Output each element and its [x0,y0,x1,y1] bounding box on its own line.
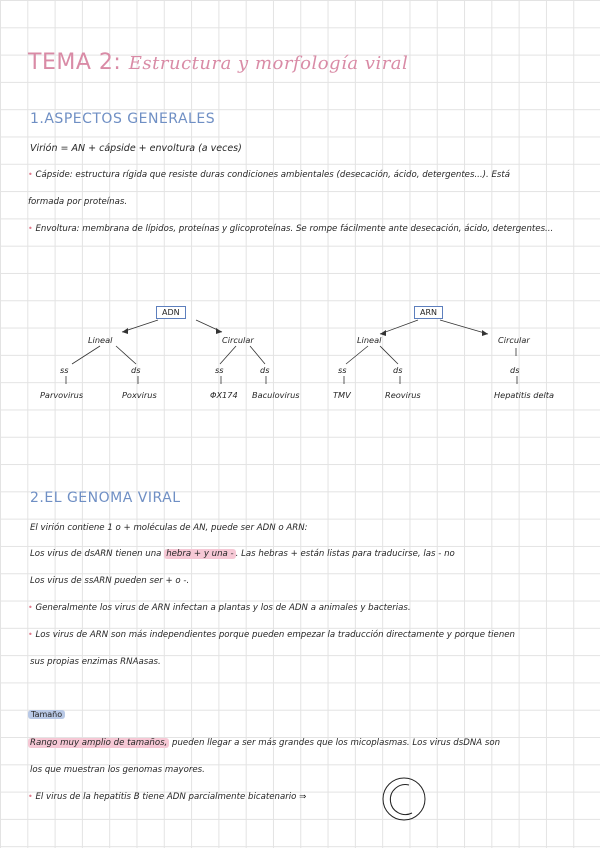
size-line1-highlight: Rango muy amplio de tamaños, [30,738,168,748]
genome-line2-highlight: hebra + y una - [166,549,234,559]
tree-arn-lineal: Lineal [357,335,382,345]
genome-bullet1 [28,603,411,613]
tree-adn-root: ADN [156,306,186,319]
capside-line1: Cápside: estructura rígida que resiste duras condiciones ambientales (desecación, ácido, detergentes...). Está [35,170,511,180]
genome-bullet2-line1: Los virus de ARN son más independientes porque pueden empezar la traducción directamente y porque tienen [35,630,515,640]
size-line2: los que muestran los genomas mayores. [30,765,205,775]
genome-line2-a: Los virus de dsARN tienen una [30,549,162,559]
genome-line1: El virión contiene 1 o + moléculas de AN, puede ser ADN o ARN: [30,523,308,533]
genome-line2-b: . Las hebras + están listas para traducirse, las - no [235,549,455,559]
size-tag [28,710,65,720]
genome-bullet1-text: Generalmente los virus de ARN infectan a plantas y los de ADN a animales y bacterias. [35,603,411,613]
tree-adn-lineal-ss: ss [60,365,69,375]
genome-bullet2-line2: sus propias enzimas RNAasas. [30,657,161,667]
genome-bullet2 [28,630,515,640]
bullet-icon: • [28,170,33,179]
bullet-icon: • [28,224,33,233]
size-line1 [28,738,500,748]
tree-arn-root: ARN [414,306,443,319]
section2-heading: 2.EL GENOMA VIRAL [30,490,181,506]
size-bullet1-text: El virus de la hepatitis B tiene ADN parcialmente bicatenario ⇒ [35,792,307,802]
tree-arn-leaf-tmv: TMV [333,390,351,400]
capside-line2: formada por proteínas. [28,197,128,207]
partial-dsdna-circle-drawing [380,770,430,830]
envoltura-line: Envoltura: membrana de lípidos, proteínas y glicoproteínas. Se rompe fácilmente ante desecación, ácido, detergentes... [35,224,554,234]
size-line1-b: pueden llegar a ser más grandes que los micoplasmas. Los virus dsDNA son [169,738,501,748]
tree-arn-circular: Circular [498,335,530,345]
tree-adn-leaf-poxvirus: Poxvirus [122,390,157,400]
bullet-icon: • [28,630,33,639]
tree-adn-lineal: Lineal [88,335,113,345]
tree-arn-leaf-reovirus: Reovirus [385,390,421,400]
tree-adn-leaf-parvovirus: Parvovirus [40,390,84,400]
size-tag-label: Tamaño [28,710,65,719]
tree-adn-leaf-baculovirus: Baculovirus [252,390,300,400]
tree-arn-leaf-hepatitis-delta: Hepatitis delta [494,390,554,400]
tree-arn-circular-ds: ds [510,365,520,375]
genome-line2 [30,549,455,559]
bullet-icon: • [28,603,33,612]
tree-arn-lineal-ds: ds [393,365,403,375]
title-main: TEMA 2: [28,50,122,75]
title-sub: Estructura y morfología viral [128,53,409,74]
tree-adn-lineal-ds: ds [131,365,141,375]
virion-definition: Virión = AN + cápside + envoltura (a veces) [30,143,242,154]
tree-arn-lineal-ss: ss [338,365,347,375]
tree-adn-circular-ds: ds [260,365,270,375]
tree-adn-circular: Circular [222,335,254,345]
tree-adn-leaf-phix174: ΦX174 [210,390,238,400]
bullet-icon: • [28,792,33,801]
size-bullet1 [28,792,306,802]
tree-adn-circular-ss: ss [215,365,224,375]
genome-line3: Los virus de ssARN pueden ser + o -. [30,576,190,586]
section1-heading: 1.ASPECTOS GENERALES [30,111,216,127]
